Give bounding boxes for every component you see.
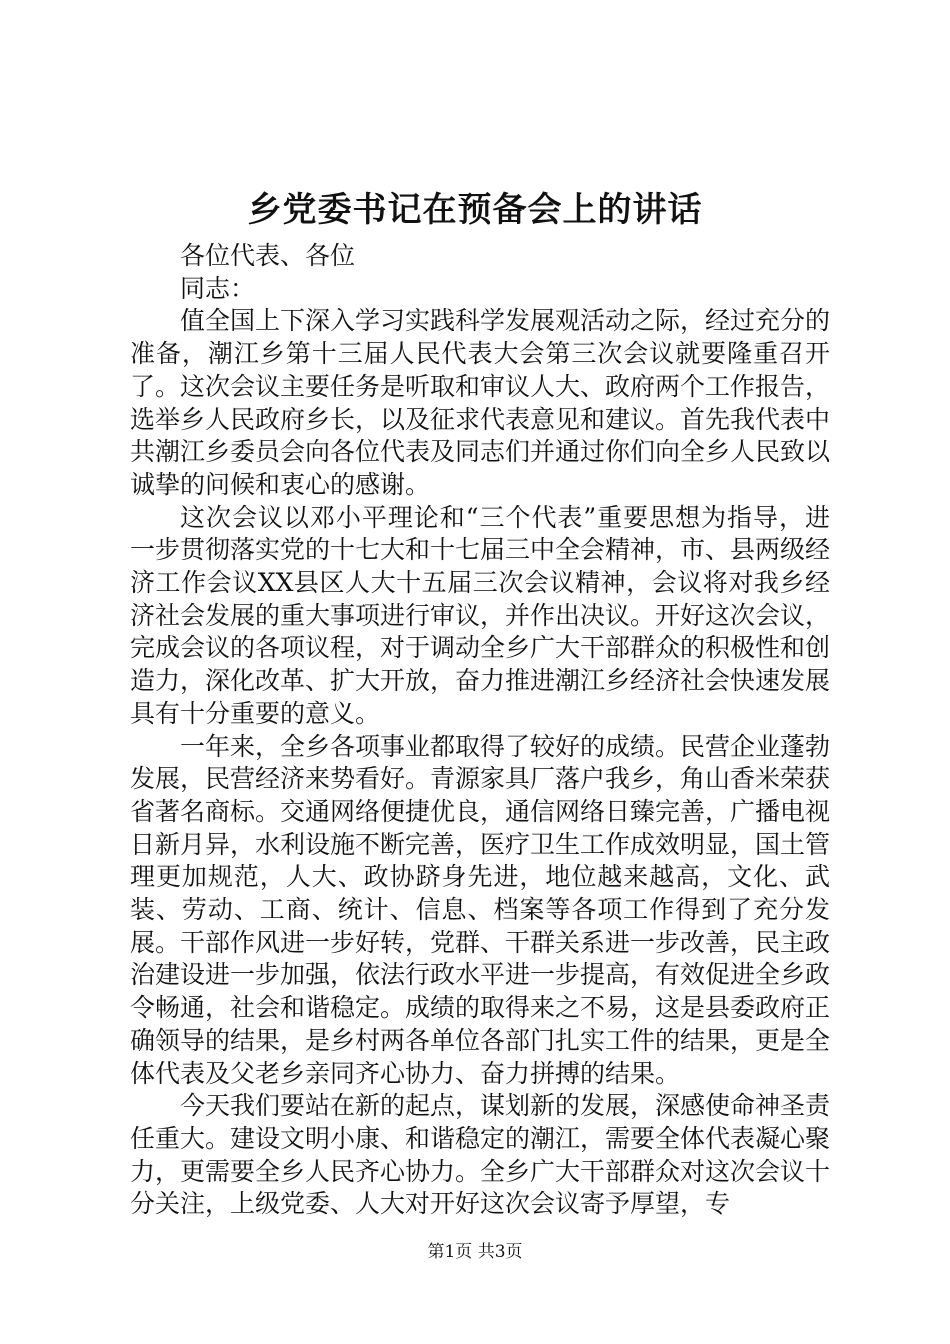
paragraph-3: 一年来，全乡各项事业都取得了较好的成绩。民营企业蓬勃发展，民营经济来势看好。青源家具厂落户我乡，角山香米荣获省著名商标。交通网络便捷优良，通信网络日臻完善，广播电视日新月异，水利设施不断完善，医疗卫生工作成效明显，国土管理更加规范，人大、政协跻身先进，地位越来越高，文化、武装、劳动、工商、统计、信息、档案等各项工作得到了充分发展。干部作风进一步好转，党群、干群关系进一步改善，民主政治建设进一步加强，依法行政水平进一步提高，有效促进全乡政令畅通，社会和谐稳定。成绩的取得来之不易，这是县委政府正确领导的结果，是乡村两各单位各部门扎实工件的结果，更是全体代表及父老乡亲同齐心协力、奋力拼搏的结果。 bbox=[130, 731, 831, 1088]
paragraph-4: 今天我们要站在新的起点，谋划新的发展，深感使命神圣责任重大。建设文明小康、和谐稳定的潮江，需要全体代表凝心聚力，更需要全乡人民齐心协力。全乡广大干部群众对这次会议十分关注，上级党委、人大对开好这次会议寄予厚望，专 bbox=[130, 1091, 831, 1219]
document-body bbox=[130, 240, 830, 1221]
document-title: 乡党委书记在预备会上的讲话 bbox=[247, 190, 703, 230]
paragraph-2: 这次会议以邓小平理论和“三个代表”重要思想为指导，进一步贯彻落实党的十七大和十七届三中全会精神，市、县两级经济工作会议XX县区人大十五届三次会议精神，会议将对我乡经济社会发展的重大事项进行审议，并作出决议。开好这次会议，完成会议的各项议程，对于调动全乡广大干部群众的积极性和创造力，深化改革、扩大开放，奋力推进潮江乡经济社会快速发展具有十分重要的意义。 bbox=[130, 502, 831, 728]
page-number-footer: 第1页 共3页 bbox=[427, 1242, 523, 1262]
paragraph-1: 值全国上下深入学习实践科学发展观活动之际，经过充分的准备，潮江乡第十三届人民代表大会第三次会议就要隆重召开了。这次会议主要任务是听取和审议人大、政府两个工作报告，选举乡人民政府乡长，以及征求代表意见和建议。首先我代表中共潮江乡委员会向各位代表及同志们并通过你们向全乡人民致以诚挚的问候和衷心的感谢。 bbox=[130, 306, 831, 499]
salutation-line-1: 各位代表、各位 bbox=[180, 241, 356, 270]
salutation-line-2: 同志： bbox=[180, 273, 256, 303]
